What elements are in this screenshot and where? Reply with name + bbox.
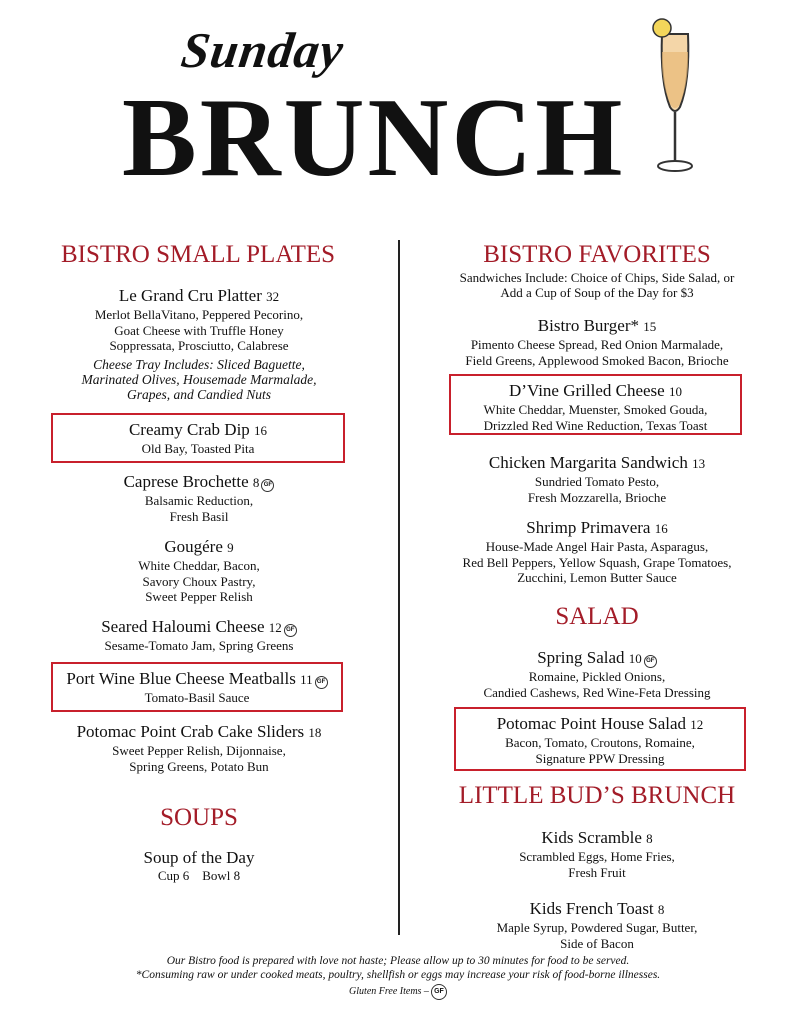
item-description-line: Sweet Pepper Relish, Dijonnaise, [112,743,286,758]
menu-item-title [50,722,348,743]
menu-item-d-vine-grilled-cheese [449,374,742,435]
item-name: Potomac Point House Salad [496,714,687,733]
menu-item-kids-scramble [448,828,746,880]
item-price: 8 [252,475,260,490]
item-name: Seared Haloumi Cheese [101,617,265,636]
menu-item-goug-re [50,537,348,605]
item-description-line: Spring Greens, Potato Bun [129,758,269,774]
item-price: 15 [643,319,657,334]
menu-item-title [456,714,744,735]
item-description-line: Field Greens, Applewood Smoked Bacon, Brioche [465,352,729,368]
item-name: Potomac Point Crab Cake Sliders [76,722,305,741]
item-description-line: Balsamic Reduction, [144,493,254,508]
item-name: Spring Salad [537,648,625,667]
champagne-glass-icon [640,12,710,177]
item-price: 9 [227,540,234,555]
menu-item-kids-french-toast [448,899,746,951]
item-name: Gougére [164,537,223,556]
item-description-line: House-Made Angel Hair Pasta, Asparagus, [485,539,709,554]
cheese-tray-note [50,357,348,402]
item-description-line: Fresh Basil [169,508,229,524]
section-title-bistro-favorites: BISTRO FAVORITES [483,241,711,268]
menu-item-potomac-point-house-salad [454,707,746,771]
menu-item-soup-of-the-day [50,848,348,884]
menu-item-title [451,381,740,402]
menu-item-title [53,669,341,690]
item-description-line: White Cheddar, Muenster, Smoked Gouda, [483,402,708,417]
item-description-line: Old Bay, Toasted Pita [141,441,255,456]
section-title-bistro-small-plates: BISTRO SMALL PLATES [60,241,336,268]
item-price: 8 [646,831,653,846]
footer-note-preparation: Our Bistro food is prepared with love not haste; Please allow up to 30 minutes for food to be served. [166,955,630,967]
header-script-title: Sunday [178,22,348,78]
item-description-line: Goat Cheese with Truffle Honey [114,322,284,338]
menu-item-shrimp-primavera [448,518,746,586]
item-name: Port Wine Blue Cheese Meatballs [66,669,296,688]
item-description-line: Tomato-Basil Sauce [144,690,250,705]
item-description-line: Soppressata, Prosciutto, Calabrese [109,338,289,353]
item-name: Le Grand Cru Platter [118,286,262,305]
item-description-line: White Cheddar, Bacon, [138,558,260,573]
item-price: 11 [300,672,313,687]
menu-item-title [448,453,746,474]
menu-item-title [53,420,343,441]
gluten-free-icon: GF [284,624,297,637]
item-name: Shrimp Primavera [526,518,651,537]
menu-item-title [448,899,746,920]
note-line: Marinated Olives, Housemade Marmalade, [81,372,317,387]
item-price: 32 [266,289,280,304]
menu-item-title [448,648,746,669]
footer-gf-legend [0,984,791,1000]
item-name: Bistro Burger* [537,316,639,335]
note-line: Grapes, and Candied Nuts [126,387,271,402]
item-description-line: Sweet Pepper Relish [145,589,253,604]
gluten-free-icon: GF [431,984,447,1000]
menu-item-spring-salad [448,648,746,700]
column-divider [398,240,400,935]
item-description-line: Savory Choux Pastry, [142,573,256,589]
item-price: 10 [628,651,642,666]
menu-item-title [50,472,348,493]
section-title-soups: SOUPS [160,804,238,831]
item-description-line: Pimento Cheese Spread, Red Onion Marmalade, [470,337,724,352]
menu-item-seared-haloumi-cheese [50,617,348,654]
item-name: Kids French Toast [529,899,654,918]
section-title-little-bud-s-brunch: LITTLE BUD’S BRUNCH [458,782,736,809]
item-price: 18 [308,725,322,740]
item-description-line: Merlot BellaVitano, Peppered Pecorino, [94,307,304,322]
note-line: Cheese Tray Includes: Sliced Baguette, [93,357,305,372]
menu-item-title [448,828,746,849]
menu-item-title [50,537,348,558]
note-line: Sandwiches Include: Choice of Chips, Side Salad, or [459,270,735,285]
item-description-line: Bacon, Tomato, Croutons, Romaine, [505,735,695,750]
item-price: 12 [268,620,282,635]
item-description-line: Romaine, Pickled Onions, [528,669,666,684]
item-price: 8 [657,902,665,917]
item-name: Kids Scramble [541,828,642,847]
gf-legend-label: Gluten Free Items – [349,986,429,997]
menu-item-creamy-crab-dip [51,413,345,463]
menu-item-caprese-brochette [50,472,348,524]
item-price: 10 [668,384,682,399]
item-description-line: Scrambled Eggs, Home Fries, [519,849,675,864]
item-name: Caprese Brochette [123,472,249,491]
menu-item-title [50,286,348,307]
item-description-line: Maple Syrup, Powdered Sugar, Butter, [496,920,698,935]
item-description-line: Side of Bacon [560,935,634,951]
item-price: 16 [654,521,668,536]
item-price: 12 [690,717,704,732]
item-description-line: Fresh Fruit [568,864,626,880]
item-description-line: Cup 6 Bowl 8 [157,868,241,883]
item-description-line: Drizzled Red Wine Reduction, Texas Toast [483,417,708,433]
menu-item-port-wine-blue-cheese-meatballs [51,662,343,712]
header-main-title: BRUNCH [122,76,626,200]
item-description-line: Red Bell Peppers, Yellow Squash, Grape Tomatoes, [462,554,732,570]
menu-item-title [50,848,348,868]
item-name: D’Vine Grilled Cheese [509,381,665,400]
item-description-line: Candied Cashews, Red Wine-Feta Dressing [483,684,711,700]
menu-item-title [448,316,746,337]
menu-item-potomac-point-crab-cake-sliders [50,722,348,774]
footer-note-consumption-warning: *Consuming raw or under cooked meats, poultry, shellfish or eggs may increase your risk of food-borne illnesses. [135,969,661,981]
gluten-free-icon: GF [315,676,328,689]
item-description-line: Sesame-Tomato Jam, Spring Greens [104,638,294,653]
menu-item-chicken-margarita-sandwich [448,453,746,505]
item-description-line: Fresh Mozzarella, Brioche [527,489,667,505]
sandwich-note [448,270,746,300]
item-price: 13 [692,456,706,471]
menu-item-title [50,617,348,638]
item-description-line: Sundried Tomato Pesto, [534,474,660,489]
note-line: Add a Cup of Soup of the Day for $3 [500,285,694,300]
gluten-free-icon: GF [644,655,657,668]
item-price: 16 [254,423,268,438]
item-name: Creamy Crab Dip [128,420,250,439]
menu-item-title [448,518,746,539]
section-title-salad: SALAD [555,603,639,630]
item-description-line: Zucchini, Lemon Butter Sauce [517,570,677,585]
gluten-free-icon: GF [261,479,274,492]
item-name: Chicken Margarita Sandwich [488,453,688,472]
item-name: Soup of the Day [143,848,255,867]
item-description-line: Signature PPW Dressing [535,750,665,766]
menu-item-le-grand-cru-platter [50,286,348,354]
menu-item-bistro-burger [448,316,746,368]
